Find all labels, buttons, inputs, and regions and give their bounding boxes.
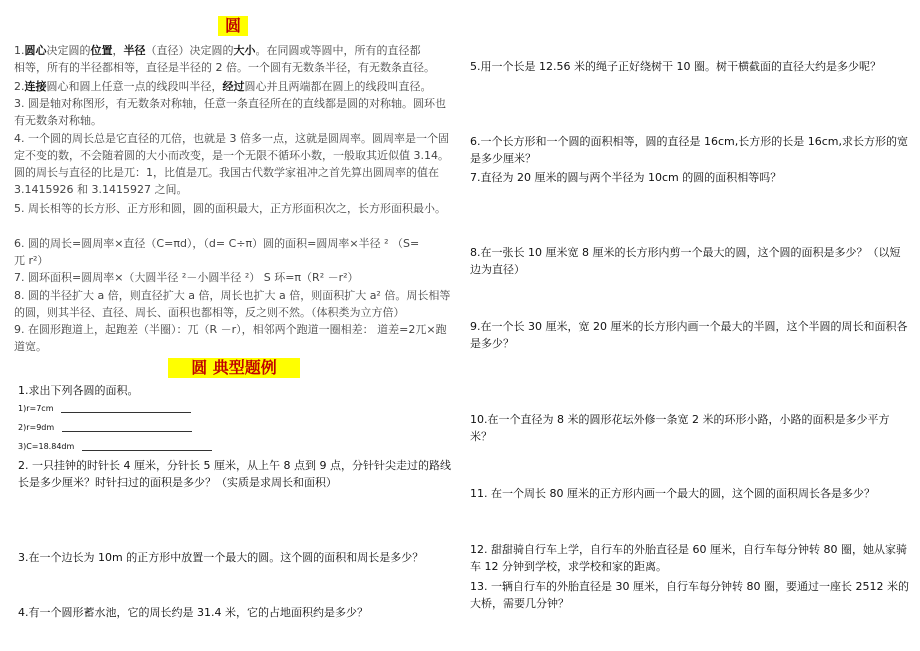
knowledge-point-3: 3. 圆是轴对称图形，有无数条对称轴，任意一条直径所在的直线都是圆的对称轴。圆环也有无数条对称轴。 [14,97,446,127]
question-3: 3.在一个边长为 10m 的正方形中放置一个最大的圆。这个圆的面积和周长是多少？ [18,551,424,564]
question-10: 10.在一个直径为 8 米的圆形花坛外修一条宽 2 米的环形小路，小路的面积是多少平方米？ [470,413,890,443]
question-1c: 3)C=18.84dm [18,442,212,451]
knowledge-point-1: 1.圆心决定圆的位置，半径（直径）决定圆的大小。在同圆或等圆中，所有的直径都 相等，所有的半径都相等，直径是半径的 2 倍。一个圆有无数条半径，有无数条直径。 [14,44,435,74]
knowledge-point-6: 6. 圆的周长=圆周率×直径（C=πd），（d= C÷π）圆的面积=圆周率×半径 ² （S= 兀 r²） [14,237,420,267]
question-8: 8.在一张长 10 厘米宽 8 厘米的长方形内剪一个最大的圆，这个圆的面积是多少？（以短边为直径） [470,246,901,276]
question-12: 12. 甜甜骑自行车上学，自行车的外胎直径是 60 厘米，自行车每分钟转 80 圈，她从家骑车 12 分钟到学校，求学校和家的距离。 [470,543,907,573]
answer-line [62,423,192,432]
question-1b: 2)r=9dm [18,423,192,432]
question-1a: 1)r=7cm [18,404,191,413]
question-7: 7.直径为 20 厘米的圆与两个半径为 10cm 的圆的面积相等吗？ [470,171,782,184]
answer-line [61,404,191,413]
examples-title: 圆 典型题例 [168,358,300,378]
question-11: 11. 在一个周长 80 厘米的正方形内画一个最大的圆，这个圆的面积周长各是多少？ [470,487,875,500]
question-6: 6.一个长方形和一个圆的面积相等，圆的直径是 16cm,长方形的长是 16cm,求长方形的宽是多少厘米？ [470,135,908,165]
question-5: 5.用一个长是 12.56 米的绳子正好绕树干 10 圈。树干横截面的直径大约是多少呢？ [470,60,881,73]
question-4: 4.有一个圆形蓄水池，它的周长约是 31.4 米，它的占地面积约是多少？ [18,606,368,619]
knowledge-point-9: 9. 在圆形跑道上，起跑差（半圈）：兀（R －r），相邻两个跑道一圈相差： 道差=2兀×跑道宽。 [14,323,447,353]
knowledge-point-7: 7. 圆环面积=圆周率×（大圆半径 ²－小圆半径 ²） S 环=π（R² －r²） [14,271,359,284]
knowledge-point-8: 8. 圆的半径扩大 a 倍，则直径扩大 a 倍，周长也扩大 a 倍，则面积扩大 a² 倍。周长相等的圆，则其半径、直径、周长、面积也都相等，反之则不然。（体积类为立方倍） [14,289,451,319]
question-1: 1.求出下列各圆的面积。 [18,384,139,397]
answer-line [82,442,212,451]
knowledge-point-5: 5. 周长相等的长方形、正方形和圆，圆的面积最大，正方形面积次之，长方形面积最小。 [14,202,446,215]
main-title: 圆 [218,16,248,36]
knowledge-point-4: 4. 一个圆的周长总是它直径的兀倍，也就是 3 倍多一点，这就是圆周率。圆周率是一个固定不变的数，不会随着圆的大小而改变，是一个无限不循环小数，一般取其近似值 3.14。圆的周长与直径的比是兀：1，比值是兀。我国古代数学家祖冲之首先算出圆周率的值在 3.1415926 和 3.1415927 之间。 [14,132,449,196]
question-13: 13. 一辆自行车的外胎直径是 30 厘米，自行车每分钟转 80 圈，要通过一座长 2512 米的大桥，需要几分钟？ [470,580,909,610]
question-9: 9.在一个长 30 厘米，宽 20 厘米的长方形内画一个最大的半圆，这个半圆的周长和面积各是多少？ [470,320,908,350]
question-2: 2. 一只挂钟的时针长 4 厘米，分针长 5 厘米，从上午 8 点到 9 点，分针针尖走过的路线长是多少厘米？时针扫过的面积是多少？（实质是求周长和面积） [18,459,451,489]
knowledge-point-2: 2.连接圆心和圆上任意一点的线段叫半径，经过圆心并且两端都在圆上的线段叫直径。 [14,80,432,93]
